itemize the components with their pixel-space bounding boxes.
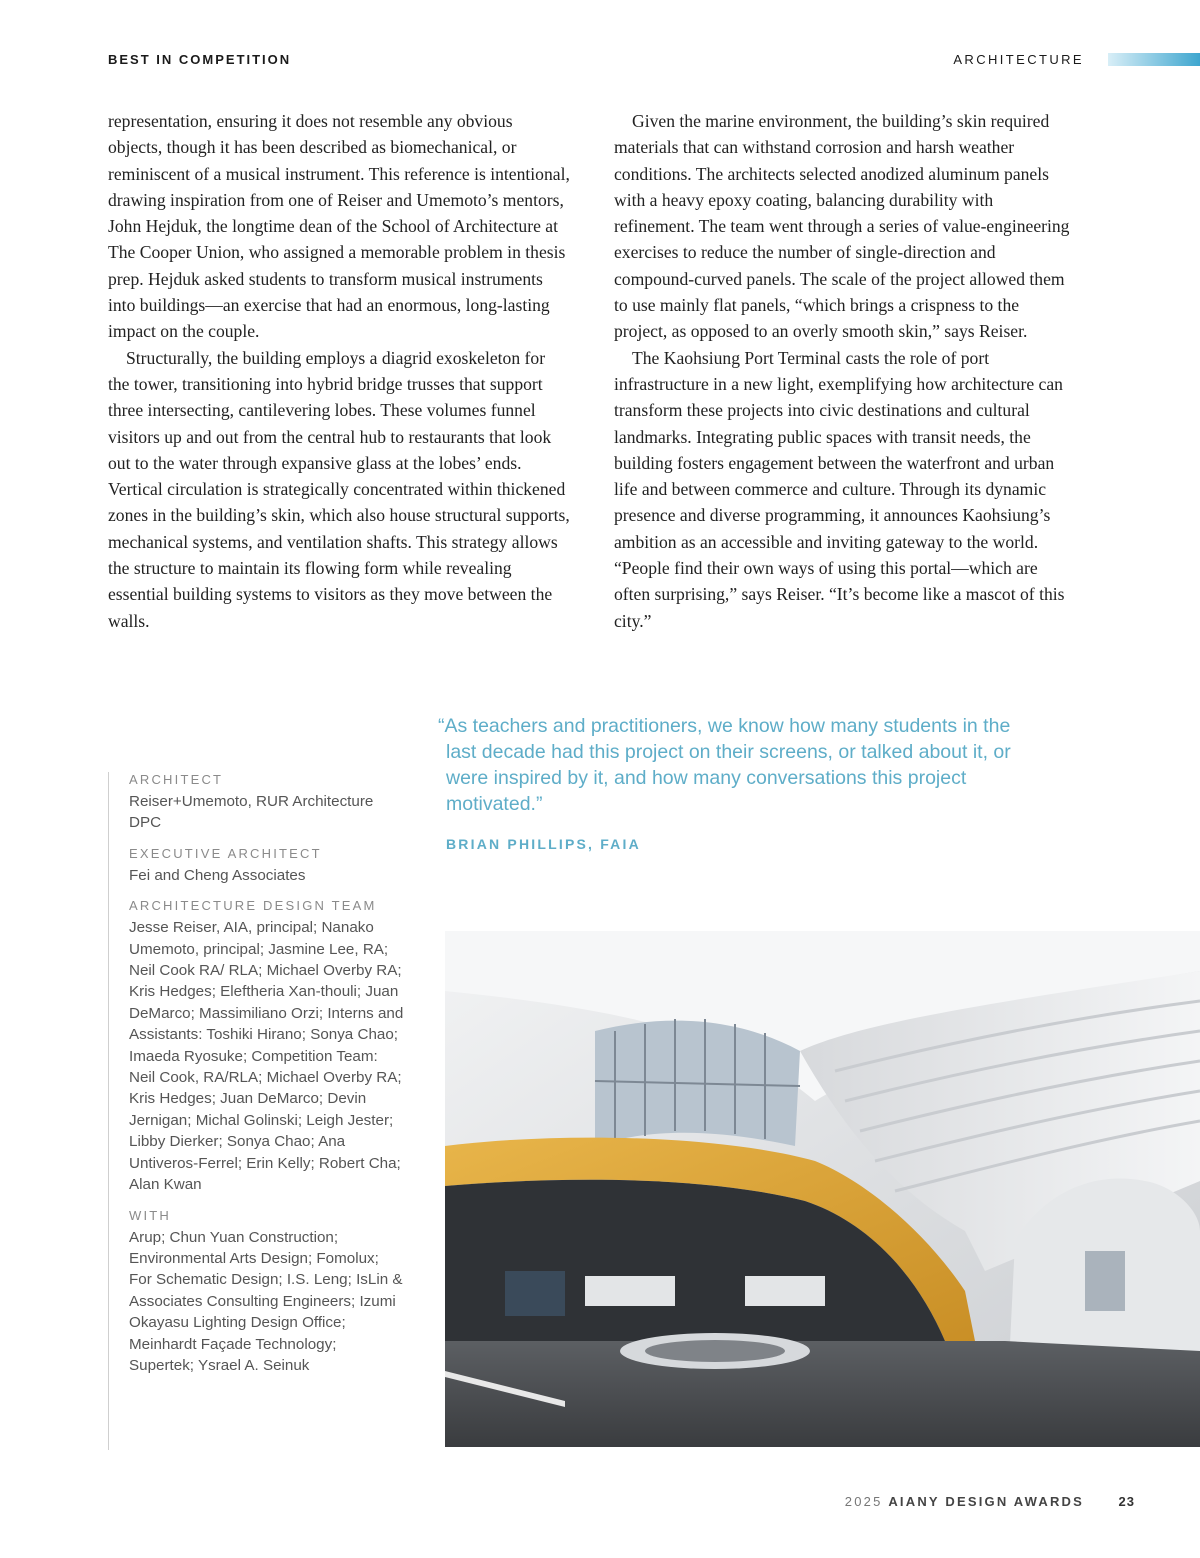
credit-value: Fei and Cheng Associates [129,866,306,884]
pull-quote-text: “As teachers and practitioners, we know how many students in the last decade had this project on their screens, or talked about it, or were inspired by it, and how many conversations this project motivated.” [438,715,1011,815]
body-column-right [614,108,1074,634]
body-column-left [108,108,570,634]
credit-value: Arup; Chun Yuan Construction; Environmental Arts Design; Fomolux; For Schematic Design; I.S. Leng; IsLin & Associates Consulting Engineers; Izumi Okayasu Lighting Design Office; Meinhardt Façade Technology; Supertek; Ysrael A. Seinuk [129,1228,403,1374]
footer-year: 2025 [844,1494,883,1509]
credit-label: ARCHITECTURE DESIGN TEAM [129,898,377,914]
footer-title: AIANY DESIGN AWARDS [888,1494,1084,1509]
page-number: 23 [1118,1494,1135,1509]
section-label: BEST IN COMPETITION [108,52,292,67]
body-paragraph: Structurally, the building employs a diagrid exoskeleton for the tower, transitioning into hybrid bridge trusses that support three intersecting, cantilevering lobes. These volumes funnel visitors up and out from the central hub to restaurants that look out to the water through expansive glass at the lobes’ ends. Vertical circulation is strategically concentrated within thickened zones in the building’s skin, which also house structural supports, mechanical systems, and ventilation shafts. This strategy allows the structure to maintain its flowing form while revealing essential building systems to visitors as they move between the walls. [108,347,570,631]
interior-photo [445,931,1200,1447]
project-credits [108,772,404,1450]
pull-quote-attribution: BRIAN PHILLIPS, FAIA [446,836,641,852]
credit-label: WITH [129,1207,172,1223]
interior-photo-illustration [445,931,1200,1447]
body-paragraph: representation, ensuring it does not resemble any obvious objects, though it has been described as biomechanical, or reminiscent of a musical instrument. This reference is intentional, drawing inspiration from one of Reiser and Umemoto’s mentors, John Hejduk, the longtime dean of the School of Architecture at The Cooper Union, who assigned a memorable problem in thesis prep. Hejduk asked students to transform musical instruments into buildings—an exercise that had an enormous, long-lasting impact on the couple. [108,111,570,342]
credit-value: Reiser+Umemoto, RUR Architecture DPC [129,793,374,832]
accent-bar [1108,53,1200,66]
body-paragraph: Given the marine environment, the building’s skin required materials that can withstand corrosion and harsh weather conditions. The architects selected anodized aluminum panels with a heavy epoxy coating, balancing durability with refinement. The team went through a series of value-engineering exercises to reduce the number of single-direction and compound-curved panels. The scale of the project allowed them to use mainly flat panels, “which brings a crispness to the project, as opposed to an overly smooth skin,” says Reiser. [614,111,1070,342]
credit-value: Jesse Reiser, AIA, principal; Nanako Umemoto, principal; Jasmine Lee, RA; Neil Cook RA/ RLA; Michael Overby RA; Kris Hedges; Eleftheria Xan-thouli; Juan DeMarco; Massimiliano Orzi; Interns and Assistants: Toshiki Hirano; Sonya Chao; Imaeda Ryosuke; Competition Team: Neil Cook, RA/RLA; Michael Overby RA; Kris Hedges; Juan DeMarco; Devin Jernigan; Michal Golinski; Leigh Jester; Libby Dierker; Sonya Chao; Ana Untiveros-Ferrel; Erin Kelly; Robert Cha; Alan Kwan [129,919,404,1194]
category-label: ARCHITECTURE [953,52,1084,67]
body-paragraph: The Kaohsiung Port Terminal casts the role of port infrastructure in a new light, exemplifying how architecture can transform these projects into civic destinations and cultural landmarks. Integrating public spaces with transit needs, the building fosters engagement between the waterfront and urban life and between commerce and culture. Through its dynamic presence and diverse programming, it announces Kaohsiung’s ambition as an accessible and inviting gateway to the world. “People find their own ways of using this portal—which are often surprising,” says Reiser. “It’s become like a mascot of this city.” [614,347,1065,631]
credit-label: EXECUTIVE ARCHITECT [129,845,322,861]
footer-publication [845,1494,1084,1509]
credit-label: ARCHITECT [129,772,224,787]
pull-quote [437,713,1037,857]
